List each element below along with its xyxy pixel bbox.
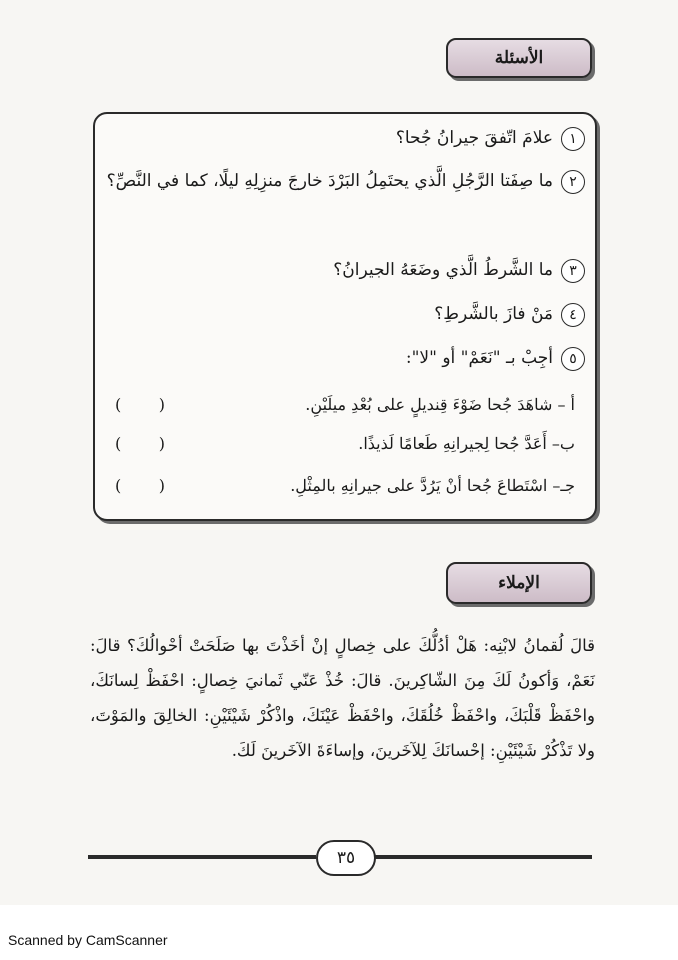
true-false-item: [115, 389, 575, 429]
footer-rule-left: [88, 855, 316, 859]
question-number: ٢: [561, 170, 585, 194]
question-item: [105, 164, 585, 198]
answer-blank[interactable]: [115, 434, 165, 453]
question-text: علامَ اتّفقَ جيرانُ جُحا؟: [395, 128, 553, 148]
question-text: مَنْ فازَ بالشَّرطِ؟: [434, 304, 553, 324]
question-text: ما الشَّرطُ الَّذي وضَعَهُ الجيرانُ؟: [333, 260, 553, 280]
answer-blank[interactable]: [115, 395, 165, 414]
paren-close: ): [115, 395, 122, 414]
answer-blank[interactable]: [115, 476, 165, 495]
questions-header: [446, 38, 592, 78]
paren-close: ): [115, 434, 122, 453]
question-item: [105, 254, 585, 286]
paren-open: (: [158, 434, 165, 453]
footer-rule-right: [374, 855, 592, 859]
dictation-header: [446, 562, 592, 604]
question-number: ١: [561, 127, 585, 151]
scanner-watermark: Scanned by CamScanner: [8, 932, 168, 948]
question-text: ما صِفَتا الرَّجُلِ الَّذي يحتَمِلُ البَرْدَ خارجَ منزِلِهِ ليلًا، كما في النَّصِّ؟: [106, 171, 553, 191]
true-false-statement: أ – شاهَدَ جُحا ضَوْءَ قِنديلٍ على بُعْدِ ميلَيْنِ.: [305, 395, 575, 414]
paren-open: (: [158, 395, 165, 414]
true-false-statement: ب– أَعَدَّ جُحا لِجيرانِهِ طَعامًا لَذيذًا.: [358, 434, 575, 453]
questions-header-label: الأسئلة: [494, 48, 544, 68]
question-item: [105, 298, 585, 330]
true-false-item: [115, 428, 575, 468]
question-number: ٤: [561, 303, 585, 327]
questions-box: [93, 112, 597, 521]
dictation-paragraph: قالَ لُقمانُ لابْنِه: هَلْ أدُلُّكَ على خِصالٍ إنْ أخَذْتَ بها صَلَحَتْ أحْوالُكَ؟ قالَ: نَعَمْ، وَأكونُ لَكَ مِنَ الشّاكِرينَ. قالَ: خُذْ عَنّي ثَمانيَ خِصالٍ: احْفَظْ لِسانَكَ، واحْفَظْ قَلْبَكَ، واحْفَظْ خُلُقَكَ، واحْفَظْ عَيْنَكَ، واذْكُرْ شَيْئَيْنِ: الخالِقَ والمَوْتَ، ولا تَذْكُرْ شَيْئَيْنِ: إحْسانَكَ لِلآخَرينَ، وإساءَةَ الآخَرينَ لَكَ.: [90, 636, 595, 760]
question-item: [105, 122, 585, 154]
paren-open: (: [158, 476, 165, 495]
question-item: [105, 342, 585, 374]
question-number: ٥: [561, 347, 585, 371]
page-number: [316, 840, 376, 876]
dictation-header-label: الإملاء: [498, 573, 540, 593]
question-number: ٣: [561, 259, 585, 283]
true-false-item: [115, 470, 575, 510]
paren-close: ): [115, 476, 122, 495]
question-text: أجِبْ بـ "نَعَمْ" أو "لا":: [405, 348, 553, 368]
page-number-label: ٣٥: [336, 848, 356, 868]
true-false-statement: جـ– اسْتَطاعَ جُحا أنْ يَرُدَّ على جيرانِهِ بالمِثْلِ.: [290, 476, 575, 495]
